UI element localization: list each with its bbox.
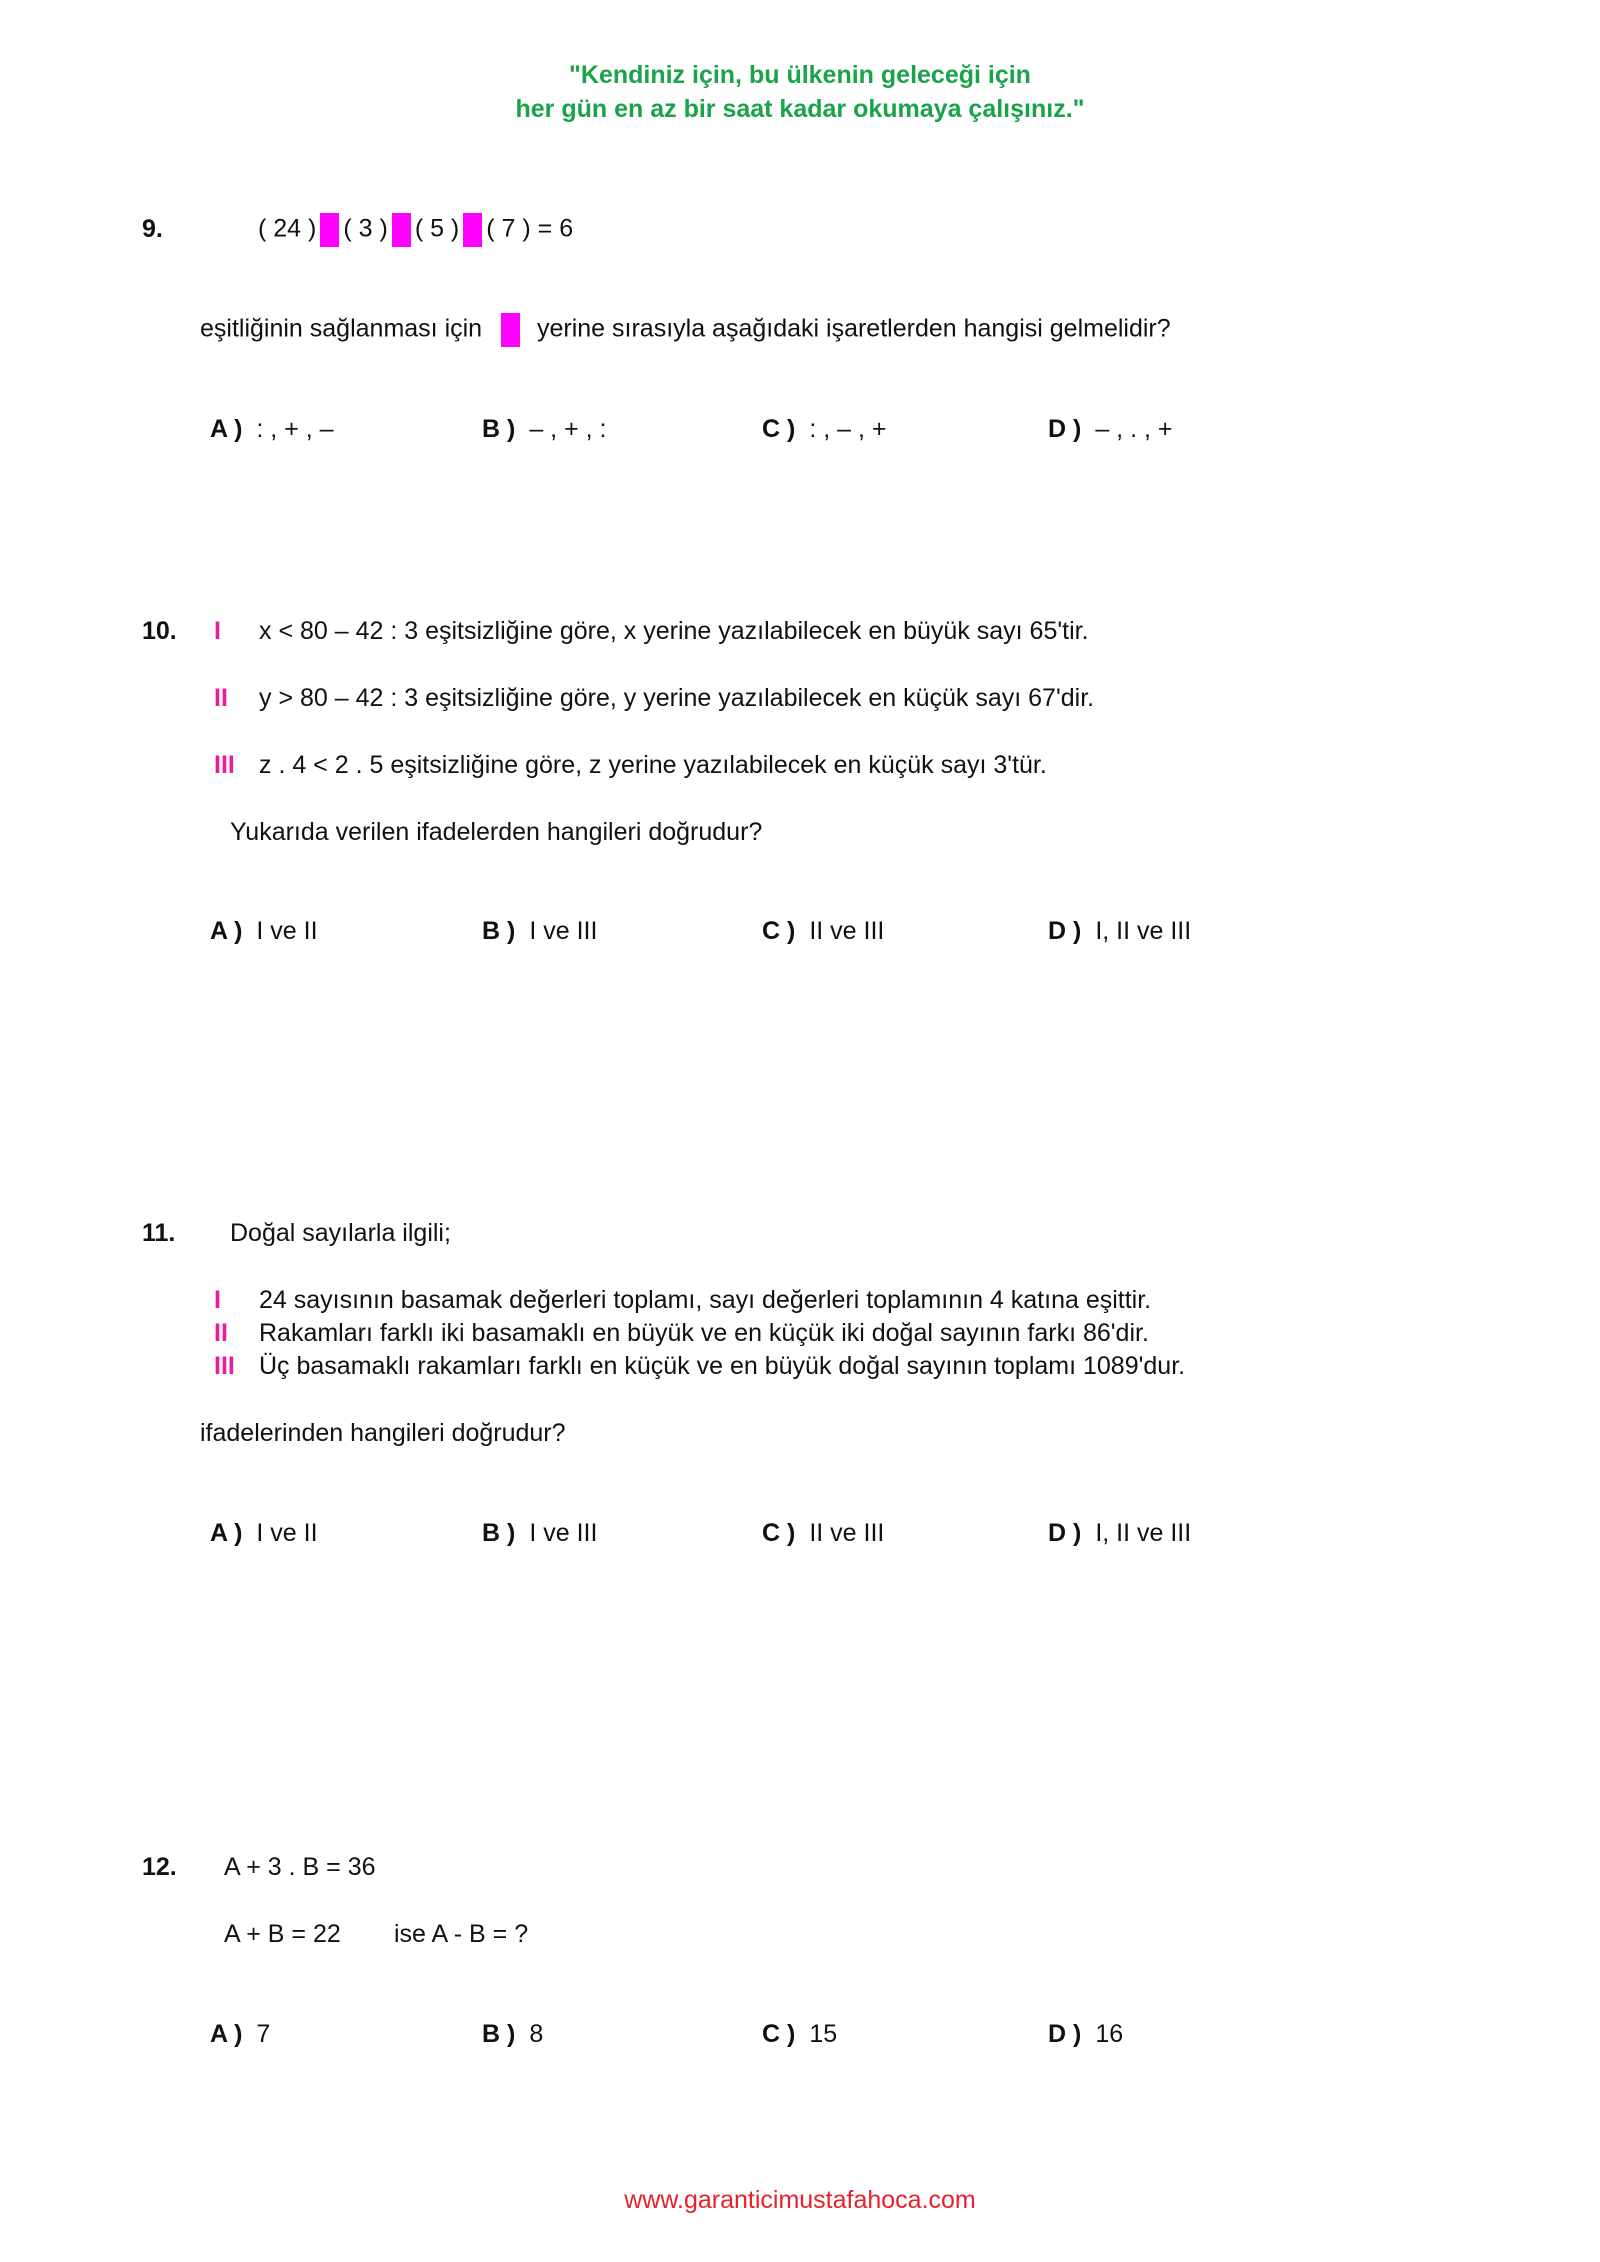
eq-part: ( 5 ) <box>414 214 460 243</box>
question-12-option-d[interactable] <box>1048 2020 1123 2049</box>
statement-text: 24 sayısının basamak değerleri toplamı, sayı değerleri toplamının 4 katına eşittir. <box>259 1286 1152 1314</box>
question-9-option-b[interactable] <box>482 415 606 444</box>
stem-after: yerine sırasıyla aşağıdaki işaretlerden hangisi gelmelidir? <box>537 314 1171 343</box>
option-label: C ) <box>762 917 796 945</box>
option-text: I ve III <box>529 1519 598 1547</box>
question-11-statement-3 <box>214 1352 1185 1381</box>
question-11-statement-1 <box>214 1286 1151 1315</box>
statement-text: Rakamları farklı iki basamaklı en büyük ve en küçük iki doğal sayının farkı 86'dir. <box>259 1319 1149 1347</box>
option-label: C ) <box>762 2020 796 2048</box>
motto-line-2: her gün en az bir saat kadar okumaya çalışınız." <box>515 95 1085 123</box>
option-text: II ve III <box>809 1519 885 1547</box>
question-9-stem <box>200 313 1171 347</box>
option-text: 15 <box>809 2020 838 2048</box>
question-11-statement-2 <box>214 1319 1149 1348</box>
question-11-option-b[interactable] <box>482 1519 597 1548</box>
eq-part: ( 24 ) <box>258 214 317 243</box>
option-label: D ) <box>1048 917 1082 945</box>
eq-part: ( 7 ) = 6 <box>486 214 574 243</box>
question-11-intro: Doğal sayılarla ilgili; <box>230 1219 451 1247</box>
option-label: C ) <box>762 415 796 443</box>
question-9-option-a[interactable] <box>210 415 334 444</box>
option-label: B ) <box>482 415 516 443</box>
question-10-statement-3 <box>214 751 1047 780</box>
question-11-option-c[interactable] <box>762 1519 884 1548</box>
roman-numeral: I <box>214 1286 221 1314</box>
question-9-number: 9. <box>142 215 163 243</box>
eq-part: ( 3 ) <box>343 214 388 243</box>
question-9-option-d[interactable] <box>1048 415 1172 444</box>
question-11-number: 11. <box>142 1219 176 1247</box>
option-label: A ) <box>210 1519 243 1547</box>
roman-numeral: III <box>214 1352 235 1380</box>
question-9-option-c[interactable] <box>762 415 886 444</box>
question-10-prompt: Yukarıda verilen ifadelerden hangileri doğrudur? <box>230 818 763 846</box>
option-label: D ) <box>1048 2020 1082 2048</box>
question-10-option-d[interactable] <box>1048 917 1191 946</box>
option-text: – , . , + <box>1095 415 1173 443</box>
option-label: B ) <box>482 917 516 945</box>
question-10-statement-2 <box>214 684 1094 713</box>
option-text: – , + , : <box>529 415 607 443</box>
question-10-option-a[interactable] <box>210 917 318 946</box>
question-12-number: 12. <box>142 1853 177 1881</box>
option-text: 7 <box>256 2020 271 2048</box>
option-text: I, II ve III <box>1095 917 1192 945</box>
stem-before: eşitliğinin sağlanması için <box>200 314 483 343</box>
option-text: I ve II <box>256 917 318 945</box>
blank-box <box>463 213 482 247</box>
question-11-prompt: ifadelerinden hangileri doğrudur? <box>200 1419 566 1447</box>
question-12-line-1: A + 3 . B = 36 <box>224 1853 376 1881</box>
roman-numeral: I <box>214 617 221 645</box>
roman-numeral: III <box>214 751 235 779</box>
option-text: : , – , + <box>809 415 887 443</box>
option-label: B ) <box>482 2020 516 2048</box>
question-12-option-a[interactable] <box>210 2020 270 2049</box>
question-10-option-c[interactable] <box>762 917 884 946</box>
option-label: A ) <box>210 917 243 945</box>
option-label: D ) <box>1048 1519 1082 1547</box>
option-text: I ve II <box>256 1519 318 1547</box>
option-text: I ve III <box>529 917 598 945</box>
footer-website-link[interactable]: www.garanticimustafahoca.com <box>624 2186 976 2214</box>
question-10-option-b[interactable] <box>482 917 597 946</box>
question-12-option-c[interactable] <box>762 2020 837 2049</box>
question-10-statement-1 <box>214 617 1089 646</box>
question-11-option-a[interactable] <box>210 1519 318 1548</box>
question-12-line-2b: ise A - B = ? <box>394 1920 529 1948</box>
option-text: 8 <box>529 2020 544 2048</box>
blank-box <box>501 313 520 347</box>
question-12-option-b[interactable] <box>482 2020 543 2049</box>
question-9-equation <box>258 213 573 247</box>
option-text: 16 <box>1095 2020 1124 2048</box>
option-label: D ) <box>1048 415 1082 443</box>
question-11-option-d[interactable] <box>1048 1519 1191 1548</box>
statement-text: z . 4 < 2 . 5 eşitsizliğine göre, z yerine yazılabilecek en küçük sayı 3'tür. <box>259 751 1047 779</box>
motto-line-1: "Kendiniz için, bu ülkenin geleceği için <box>569 61 1031 89</box>
question-12-line-2a: A + B = 22 <box>224 1920 341 1948</box>
option-text: I, II ve III <box>1095 1519 1192 1547</box>
roman-numeral: II <box>214 1319 228 1347</box>
option-text: II ve III <box>809 917 885 945</box>
option-label: A ) <box>210 415 243 443</box>
option-text: : , + , – <box>256 415 334 443</box>
option-label: C ) <box>762 1519 796 1547</box>
statement-text: y > 80 – 42 : 3 eşitsizliğine göre, y yerine yazılabilecek en küçük sayı 67'dir. <box>259 684 1095 712</box>
option-label: B ) <box>482 1519 516 1547</box>
roman-numeral: II <box>214 684 228 712</box>
blank-box <box>392 213 411 247</box>
statement-text: x < 80 – 42 : 3 eşitsizliğine göre, x yerine yazılabilecek en büyük sayı 65'tir. <box>259 617 1089 645</box>
blank-box <box>320 213 339 247</box>
statement-text: Üç basamaklı rakamları farklı en küçük ve en büyük doğal sayının toplamı 1089'dur. <box>259 1352 1186 1380</box>
option-label: A ) <box>210 2020 243 2048</box>
question-10-number: 10. <box>142 617 177 645</box>
